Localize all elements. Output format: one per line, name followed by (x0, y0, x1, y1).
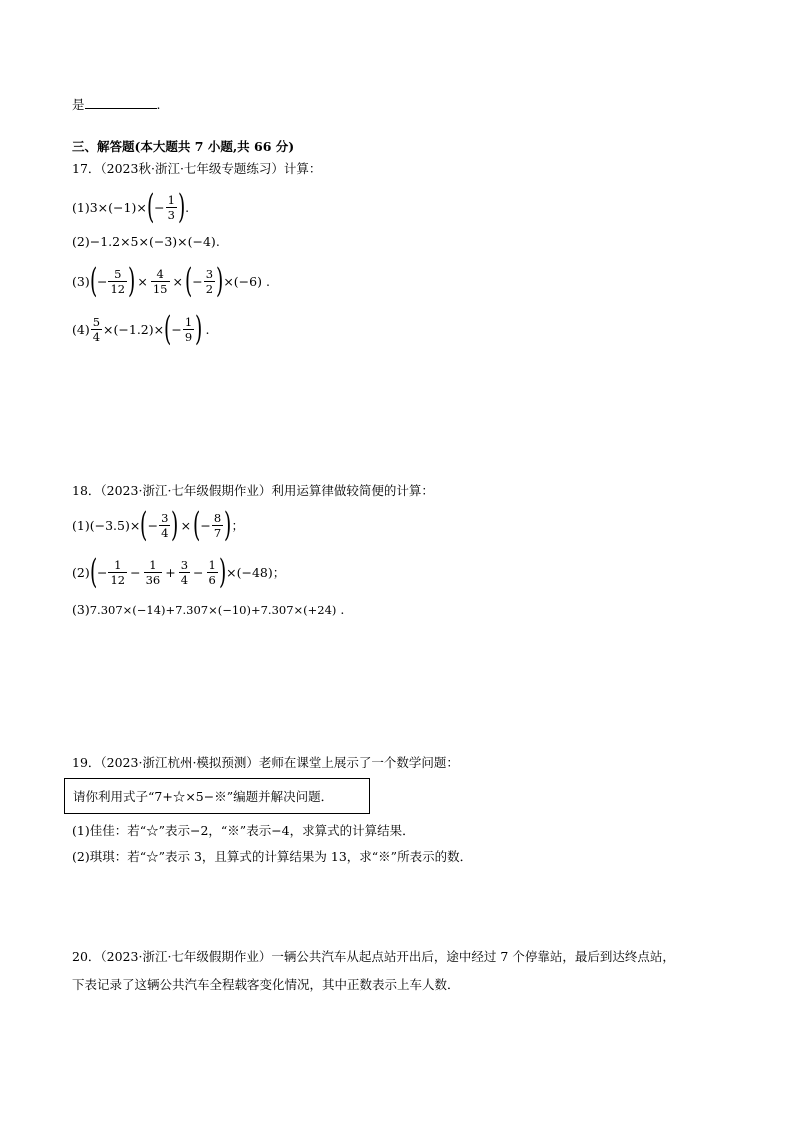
minus-sign: − (96, 564, 108, 580)
numerator: 8 (213, 510, 222, 525)
left-paren: ( (184, 261, 193, 301)
fraction (179, 558, 190, 587)
expression-text: 7.307×(−14)+7.307×(−10)+7.307×(+24) (89, 603, 337, 617)
fraction (151, 267, 170, 296)
left-paren: ( (140, 505, 148, 545)
left-paren: ( (193, 505, 201, 545)
denominator: 9 (184, 329, 193, 344)
left-paren: ( (164, 309, 172, 349)
operator: × (180, 517, 192, 533)
q18-part1 (72, 505, 244, 545)
right-paren: ) (177, 187, 186, 227)
fraction (91, 315, 102, 344)
denominator: 36 (145, 572, 161, 587)
part-label: (2) (72, 564, 90, 580)
minus-sign: − (200, 517, 211, 533)
answer-blank (85, 96, 157, 109)
end-mark: . (265, 273, 270, 289)
q20-stem-line2: 下表记录了这辆公共汽车全程载客变化情况，其中正数表示上车人数． (72, 977, 460, 992)
part-label: (2) (72, 234, 90, 249)
q20-stem-line1: 20．（2023·浙江·七年级假期作业）一辆公共汽车从起点站开出后，途中经过 7 个停靠站，最后到达终点站， (72, 949, 675, 964)
denominator: 15 (152, 281, 168, 296)
denominator: 3 (167, 207, 175, 222)
numerator: 1 (184, 314, 193, 329)
fraction (144, 558, 163, 587)
numerator: 1 (167, 192, 175, 207)
q18-stem: 18．（2023·浙江·七年级假期作业）利用运算律做较简便的计算： (72, 483, 434, 498)
numerator: 5 (92, 314, 101, 329)
previous-answer-text: 是 (72, 97, 85, 112)
fraction (159, 511, 170, 540)
right-paren: ) (224, 505, 232, 545)
q19-part1: (1)佳佳：若“☆”表示−2，“※”表示−4，求算式的计算结果． (72, 823, 415, 838)
left-paren: ( (89, 261, 97, 301)
part-label: (3) (72, 273, 90, 289)
fraction (108, 558, 127, 587)
operator: × (172, 273, 183, 289)
q19-part2: (2)琪琪：若“☆”表示 3，且算式的计算结果为 13，求“※”所表示的数． (72, 849, 473, 864)
section-heading: 三、解答题(本大题共 7 小题,共 66 分) (72, 139, 295, 154)
expression-text: 3×(−1)× (89, 199, 147, 215)
q17-part1 (72, 187, 190, 227)
numerator: 3 (205, 266, 214, 281)
q17-part2 (72, 234, 220, 249)
numerator: 1 (149, 557, 157, 572)
previous-answer-line (72, 95, 161, 113)
end-mark: . (340, 602, 345, 617)
q17-part4 (72, 309, 210, 349)
right-paren: ) (216, 261, 224, 301)
q17-stem: 17．（2023秋·浙江·七年级专题练习）计算： (72, 161, 322, 176)
denominator: 12 (110, 572, 126, 587)
expression-text: ×(−6) (223, 273, 262, 289)
minus-sign: − (96, 273, 108, 289)
numerator: 3 (161, 510, 169, 525)
numerator: 1 (114, 557, 122, 572)
minus-sign: − (147, 517, 159, 533)
q18-part2 (72, 552, 286, 592)
numerator: 4 (156, 266, 164, 281)
end-mark: . (205, 321, 210, 337)
left-paren: ( (146, 187, 155, 227)
denominator: 4 (161, 525, 169, 540)
part-label: (1) (72, 517, 90, 533)
fraction (212, 511, 223, 540)
minus-sign: − (154, 199, 165, 215)
end-mark: ； (231, 518, 244, 533)
q17-part3 (72, 261, 270, 301)
numerator: 1 (208, 557, 216, 572)
part-label: (3) (72, 602, 90, 617)
denominator: 7 (213, 525, 222, 540)
q19-stem: 19．（2023·浙江杭州·模拟预测）老师在课堂上展示了一个数学问题： (72, 755, 459, 770)
right-paren: ) (195, 309, 203, 349)
expression-text: −1.2×5×(−3)×(−4) (89, 234, 216, 249)
end-mark: . (215, 234, 220, 249)
minus-sign: − (192, 273, 203, 289)
expression-text: (−3.5)× (89, 517, 141, 533)
denominator: 4 (180, 572, 189, 587)
denominator: 2 (205, 281, 214, 296)
part-label: (1) (72, 199, 90, 215)
part-label: (4) (72, 321, 90, 337)
right-paren: ) (218, 552, 227, 592)
denominator: 6 (208, 572, 216, 587)
end-mark: ； (272, 565, 286, 580)
numerator: 5 (114, 266, 122, 281)
q19-box-text: 请你利用式子“7+☆×5−※”编题并解决问题． (73, 789, 334, 804)
end-mark: . (185, 199, 190, 215)
fraction (183, 315, 194, 344)
fraction (166, 193, 177, 222)
fraction (207, 558, 218, 587)
q18-part3 (72, 602, 344, 617)
numerator: 3 (180, 557, 189, 572)
denominator: 12 (110, 281, 126, 296)
operator: − (130, 564, 141, 580)
previous-answer-period: . (156, 97, 161, 112)
fraction (108, 267, 127, 296)
operator: + (165, 564, 176, 580)
expression-text: ×(−1.2)× (103, 321, 165, 337)
left-paren: ( (89, 552, 97, 592)
operator: − (193, 564, 204, 580)
minus-sign: − (171, 321, 182, 337)
q19-problem-box (64, 778, 370, 814)
fraction (204, 267, 215, 296)
denominator: 4 (92, 329, 101, 344)
operator: × (137, 273, 148, 289)
expression-text: ×(−48) (226, 564, 273, 580)
right-paren: ) (128, 261, 136, 301)
right-paren: ) (171, 505, 179, 545)
